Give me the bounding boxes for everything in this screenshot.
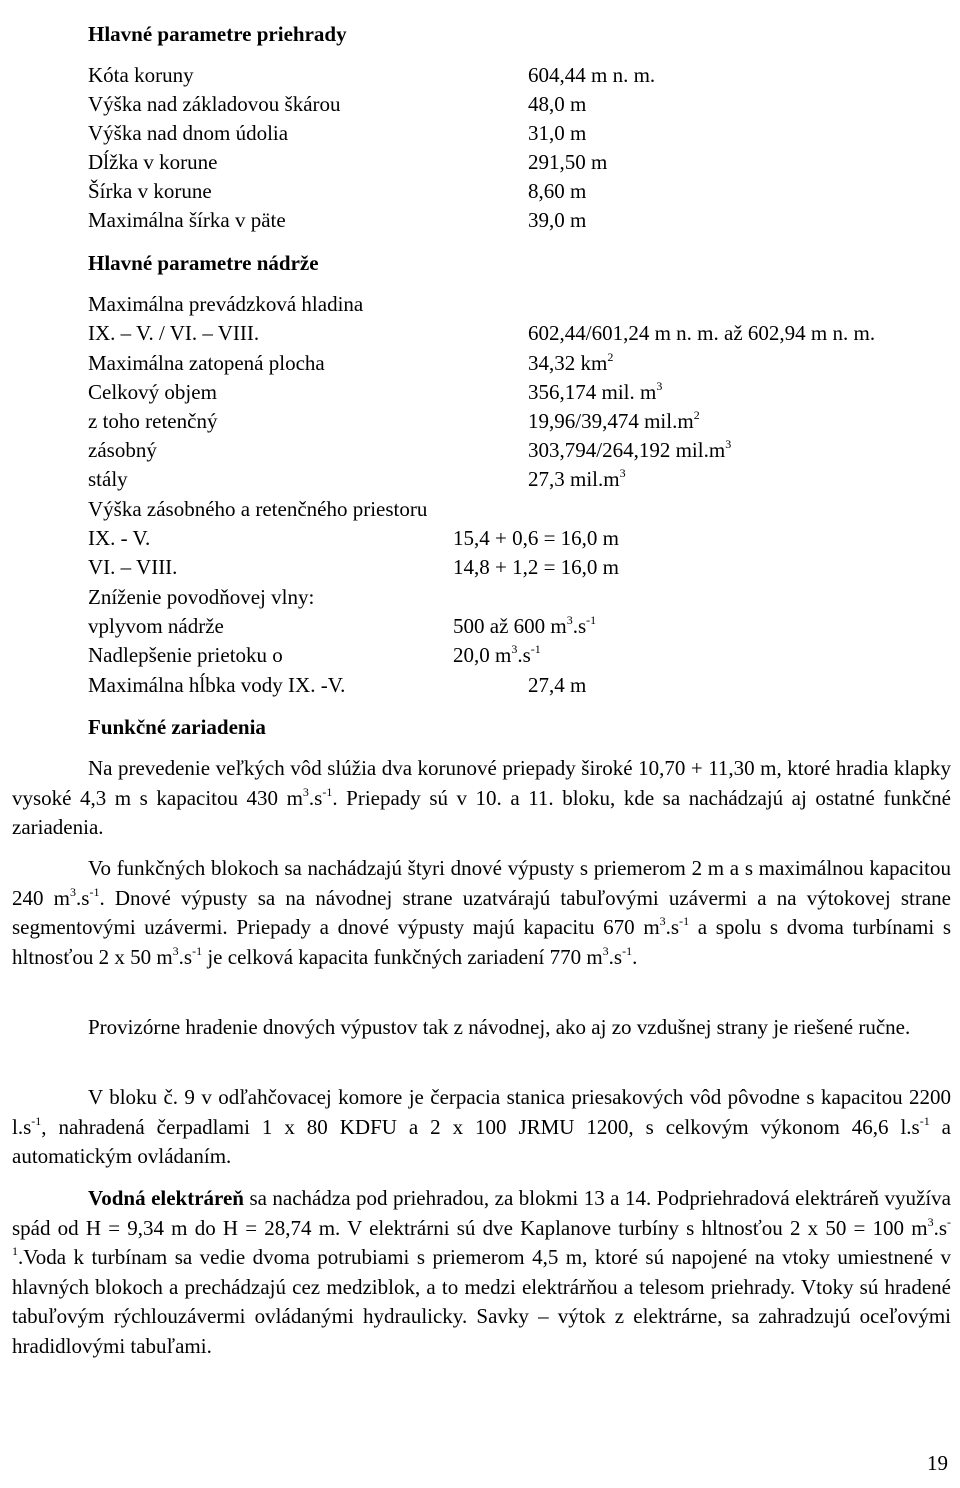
paragraph: Na prevedenie veľkých vôd slúžia dva korunové priepady široké 10,70 + 11,30 m, ktoré hradia klapky vysoké 4,3 m s kapacitou 430 $m^3.s^{-1}$. Priepady sú v 10. a 11. bloku, kde sa nachádzajú aj ostatné funkčné zariadenia. [12, 756, 951, 839]
param-value: 14,8 + 1,2 = 16,0 m [453, 555, 620, 579]
param-label: z toho retenčný [88, 409, 218, 433]
param-value: 291,50 m [528, 150, 608, 174]
param-label: zásobný [88, 438, 157, 462]
param-label: Výška nad dnom údolia [88, 121, 289, 145]
section-title-facilities: Funkčné zariadenia [88, 715, 266, 739]
param-value: 8,60 m [528, 179, 587, 203]
paragraph: Vodná elektráreň sa nachádza pod priehradou, za blokmi 13 a 14. Podpriehradová elektráreň využíva spád od H = 9,34 m do H = 28,74 m. V elektrárni sú dve Kaplanove turbíny s hltnosťou 2 x 50 = 100 $m^3.s^{-1}.Voda$ k turbínam sa vedie dvoma potrubiami s priemerom 4,5 m, ktoré sú napojené na vtoky umiestnené v hlavných blokoch a prechádzajú cez medziblok, a to medzi elektrárňou a telesom priehrady. Vtoky sú hradené tabuľovým rýchlouzávermi ovládanými hydraulicky. Savky – výtok z elektrárne, sa zahradzujú oceľovými hradidlovými tabuľami. [12, 1186, 951, 1358]
param-value: 356,174 mil. $m^3$ [528, 379, 663, 404]
param-value: 27,3 $mil.m^3$ [528, 466, 626, 491]
param-label: Maximálna šírka v päte [88, 208, 286, 232]
param-label: Nadlepšenie prietoku o [88, 643, 283, 667]
param-label: Maximálna zatopená plocha [88, 351, 325, 375]
param-value: 15,4 + 0,6 = 16,0 m [453, 526, 620, 550]
param-label: Kóta koruny [88, 63, 194, 87]
param-label: Šírka v korune [88, 179, 212, 203]
param-value: 48,0 m [528, 92, 587, 116]
paragraph: Provizórne hradenie dnových výpustov tak z návodnej, ako aj zo vzdušnej strany je riešené ručne. [88, 1015, 911, 1039]
param-label: Maximálna prevádzková hladina [88, 292, 364, 316]
param-label: vplyvom nádrže [88, 614, 224, 638]
param-value: 19,96/39,474 $mil.m^2$ [528, 408, 700, 433]
param-value: 604,44 m n. m. [528, 63, 656, 87]
section-title-reservoir: Hlavné parametre nádrže [88, 251, 319, 275]
page-number: 19 [927, 1451, 948, 1475]
param-label: stály [88, 467, 128, 491]
param-value: 500 až 600 $m^3.s^{-1}$ [453, 613, 597, 638]
param-label: Zníženie povodňovej vlny: [88, 585, 315, 609]
param-value: 34,32 $km^2$ [528, 350, 614, 375]
param-value: 39,0 m [528, 208, 587, 232]
param-label: Výška zásobného a retenčného priestoru [88, 497, 428, 521]
param-label: VI. – VIII. [88, 555, 178, 579]
param-value: 31,0 m [528, 121, 587, 145]
param-label: Maximálna hĺbka vody IX. -V. [88, 673, 346, 697]
param-label: Dĺžka v korune [88, 150, 218, 174]
param-value: 27,4 m [528, 673, 587, 697]
paragraph: Vo funkčných blokoch sa nachádzajú štyri dnové výpusty s priemerom 2 m a s maximálnou kapacitou 240 $m^3.s^{-1}$. Dnové výpusty sa na návodnej strane uzatvárajú tabuľovými uzávermi a na výtokovej strane segmentovými uzávermi. Priepady a dnové výpusty majú kapacitu 670 $m^3.s^{-1}$ a spolu s dvoma turbínami s hltnosťou 2 x 50 $m^3.s^{-1}$ je celková kapacita funkčných zariadení 770 $m^3.s^{-1}$. [12, 856, 952, 969]
param-label: IX. - V. [88, 526, 151, 550]
param-value: 602,44/601,24 m n. m. až 602,94 m n. m. [528, 321, 876, 345]
param-value: 303,794/264,192 $mil.m^3$ [528, 437, 732, 462]
param-label: Výška nad základovou škárou [88, 92, 341, 116]
param-value: 20,0 $m^3.s^{-1}$ [453, 642, 541, 667]
section-title-dam: Hlavné parametre priehrady [88, 22, 347, 46]
paragraph: V bloku č. 9 v odľahčovacej komore je čerpacia stanica priesakových vôd pôvodne s kapacitou 2200 $l.s^{-1}$, nahradená čerpadlami 1 x 80 KDFU a 2 x 100 JRMU 1200, s celkovým výkonom 46,6 $l.s^{-1}$ a automatickým ovládaním. [12, 1085, 951, 1168]
param-label: Celkový objem [88, 380, 217, 404]
param-label: IX. – V. / VI. – VIII. [88, 321, 260, 345]
